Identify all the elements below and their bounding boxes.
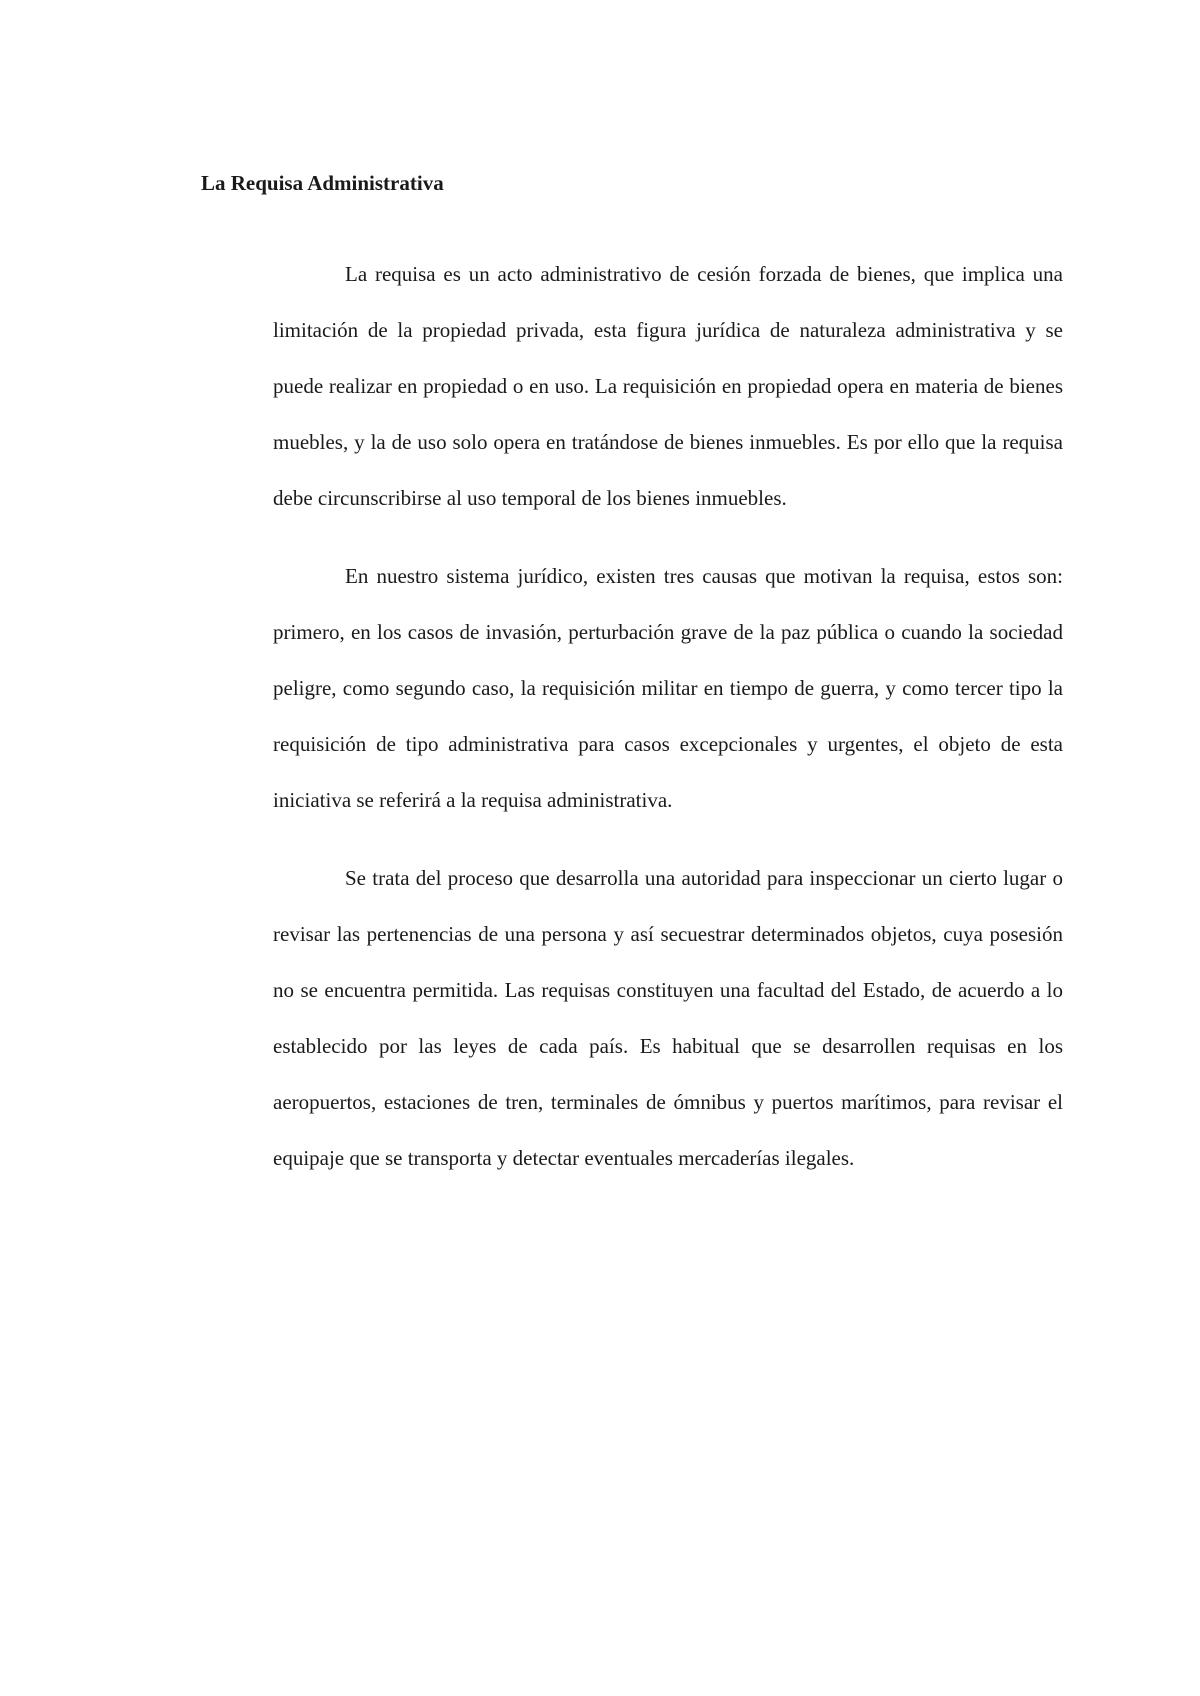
document-body — [273, 246, 1063, 1208]
paragraph-1: La requisa es un acto administrativo de cesión forzada de bienes, que implica una limitación de la propiedad privada, esta figura jurídica de naturaleza administrativa y se puede realizar en propiedad o en uso. La requisición en propiedad opera en materia de bienes muebles, y la de uso solo opera en tratándose de bienes inmuebles. Es por ello que la requisa debe circunscribirse al uso temporal de los bienes inmuebles. — [273, 262, 1063, 510]
document-title: La Requisa Administrativa — [201, 171, 444, 195]
paragraph-3: Se trata del proceso que desarrolla una autoridad para inspeccionar un cierto lugar o revisar las pertenencias de una persona y así secuestrar determinados objetos, cuya posesión no se encuentra permitida. Las requisas constituyen una facultad del Estado, de acuerdo a lo establecido por las leyes de cada país. Es habitual que se desarrollen requisas en los aeropuertos, estaciones de tren, terminales de ómnibus y puertos marítimos, para revisar el equipaje que se transporta y detectar eventuales mercaderías ilegales. — [273, 866, 1063, 1170]
paragraph-2: En nuestro sistema jurídico, existen tres causas que motivan la requisa, estos son: primero, en los casos de invasión, perturbación grave de la paz pública o cuando la sociedad peligre, como segundo caso, la requisición militar en tiempo de guerra, y como tercer tipo la requisición de tipo administrativa para casos excepcionales y urgentes, el objeto de esta iniciativa se referirá a la requisa administrativa. — [273, 564, 1063, 812]
